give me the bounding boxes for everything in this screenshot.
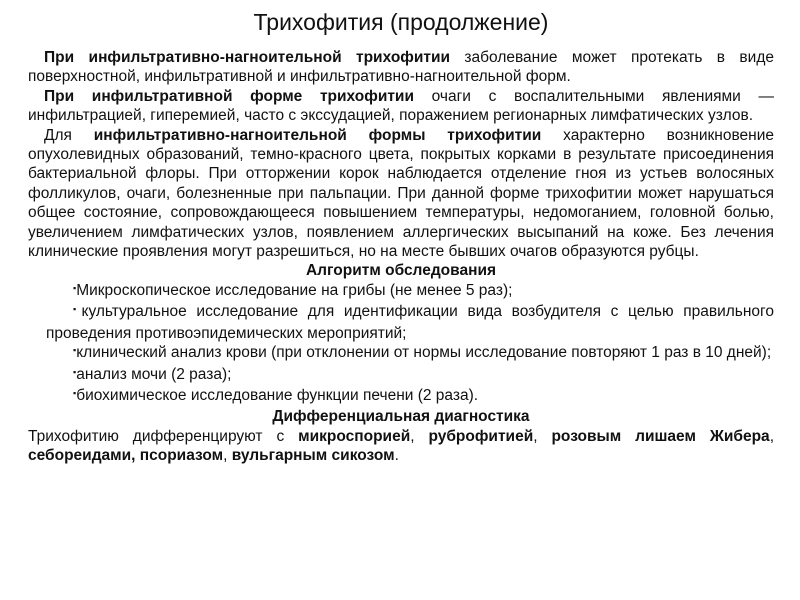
- page-title: Трихофития (продолжение): [253, 9, 549, 35]
- paragraph-prefix: Для: [44, 126, 94, 144]
- differential-heading: Дифференциальная диагностика: [272, 408, 530, 426]
- list-item-text: культуральное исследование для идентификации вида возбудителя с целью правильного проведения противоэпидемических мероприятий;: [46, 303, 774, 342]
- paragraph-bold-lead: При инфильтративно-нагноительной трихофитии: [44, 49, 451, 66]
- list-item: [46, 386, 774, 407]
- list-item-text: анализ мочи (2 раза);: [76, 365, 232, 383]
- separator: .: [394, 447, 399, 465]
- paragraph-text: характерно возникновение опухолевидных образований, темно-красного цвета, покрытых корками в результате присоединения бактериальной флоры. При отторжении корок наблюдается отделение гноя из устьев волосяных фолликулов, очаги, болезненные при пальпации. При данной форме трихофитии может нарушаться общее состояние, сопровождающееся повышением температуры, недомоганием, головной болью, увеличением лимфатических узлов, появлением аллергических высыпаний на коже. Без лечения клинические проявления могут разрешиться, но на месте бывших очагов образуются рубцы.: [28, 126, 774, 261]
- bullet-icon: ▪: [73, 304, 82, 315]
- list-item-text: Микроскопическое исследование на грибы (не менее 5 раз);: [76, 281, 513, 299]
- differential-text: [28, 427, 774, 466]
- list-item: [46, 302, 774, 343]
- bullet-icon: ▪: [73, 387, 77, 398]
- list-item: [46, 343, 774, 364]
- bullet-icon: ▪: [73, 366, 77, 377]
- paragraph-infiltrative-form: [28, 87, 774, 126]
- list-item-text: клинический анализ крови (при отклонении от нормы исследование повторяют 1 раз в 10 дней);: [76, 344, 772, 362]
- separator: ,: [410, 427, 429, 445]
- algorithm-list: [28, 281, 774, 407]
- slide-content: [28, 48, 774, 466]
- differential-term: микроспорией: [298, 427, 411, 445]
- differential-term: розовым лишаем Жибера: [551, 427, 770, 445]
- separator: ,: [533, 427, 552, 445]
- paragraph-text: заболевание может протекать в виде поверхностной, инфильтративной и инфильтративно-нагноительной форм.: [28, 49, 774, 86]
- separator: ,: [223, 447, 232, 465]
- list-item: [46, 365, 774, 386]
- differential-term: себореидами, псориазом: [28, 447, 224, 465]
- differential-term: руброфитией: [428, 427, 534, 445]
- paragraph-text: очаги с воспалительными явлениями — инфильтрацией, гиперемией, часто с экссудацией, поражением регионарных лимфатических узлов.: [28, 87, 774, 125]
- separator: ,: [769, 427, 774, 445]
- differential-intro: Трихофитию дифференцируют с: [28, 427, 299, 445]
- paragraph-infiltrative-suppurative: [28, 48, 774, 87]
- list-item-text: биохимическое исследование функции печени (2 раза).: [76, 386, 479, 404]
- paragraph-bold-lead: инфильтративно-нагноительной формы трихофитии: [93, 126, 542, 144]
- algorithm-heading: Алгоритм обследования: [305, 262, 497, 280]
- differential-term: вульгарным сикозом: [231, 447, 395, 465]
- list-item: [46, 281, 774, 302]
- paragraph-bold-lead: При инфильтративной форме трихофитии: [44, 87, 414, 105]
- bullet-icon: ▪: [73, 282, 77, 293]
- bullet-icon: ▪: [73, 345, 77, 356]
- paragraph-suppurative-form: [28, 126, 774, 262]
